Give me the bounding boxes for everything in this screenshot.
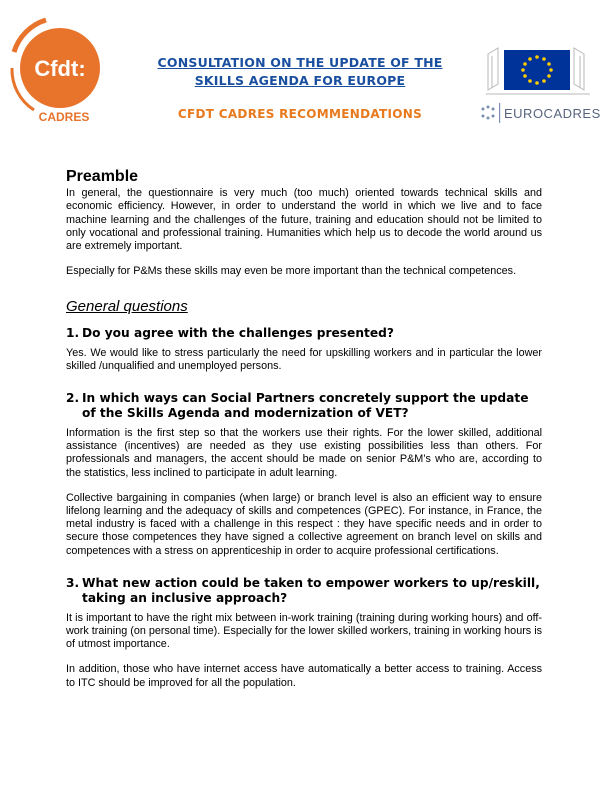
question-1-heading: 1. Do you agree with the challenges presented? (66, 325, 394, 340)
general-questions-heading: General questions (66, 298, 188, 316)
svg-text:Cfdt:: Cfdt: (34, 56, 86, 81)
european-commission-logo (484, 40, 592, 98)
question-3-heading: 3. What new action could be taken to empower workers to up/reskill, taking an inclusive approach? (66, 575, 540, 605)
question-2-answer: Collective bargaining in companies (when large) or branch level is also an efficient way to ensure lifelong learning and the adequacy of skills and competences (GPEC). For instance, in France, the metal industry is faced with a challenge in this respect : they have specific needs and in order to secure those competences they have signed a collective agreement on branch level on skills and competences with a stress on apprenticeship in order to acquire professional certifications. (66, 491, 542, 557)
question-3-answer: In addition, those who have internet access have automatically a better access to training. Access to ITC should be improved for all the population. (66, 663, 542, 689)
preamble-paragraph: Especially for P&Ms these skills may even be more important than the technical competences. (66, 265, 517, 278)
question-2-heading: 2. In which ways can Social Partners concretely support the update of the Skills Agenda and modernization of VET? (66, 391, 529, 421)
question-1-answer: Yes. We would like to stress particularly the need for upskilling workers and in particular the lower skilled /unqualified and unemployed persons. (66, 346, 542, 372)
document-title: CONSULTATION ON THE UPDATE OF THE SKILLS AGENDA FOR EUROPE (157, 55, 443, 88)
preamble-heading: Preamble (66, 168, 139, 185)
question-3-answer: It is important to have the right mix between in-work training (training during working hours) and off-work training (on personal time). Especially for the lower skilled workers, training in working hours is of utmost importance. (66, 611, 542, 651)
document-body (66, 166, 542, 702)
document-subtitle: CFDT CADRES RECOMMENDATIONS (177, 107, 423, 121)
eurocadres-logo (477, 100, 602, 126)
preamble-paragraph: In general, the questionnaire is very much (too much) oriented towards technical skills and economic efficiency. However, in order to understand the world in which we live and to face machine learning and the challenges of the future, training and education should not be limited to only vocational and professional training. Humanities which help us to decode the world around us are extremely important. (66, 187, 542, 253)
cfdt-cadres-logo (6, 12, 110, 124)
svg-text:EUROCADRES: EUROCADRES (504, 106, 601, 121)
svg-text:CADRES: CADRES (38, 110, 90, 124)
question-2-answer: Information is the first step so that the workers use their rights. For the lower skilled, additional assistance (incentives) are needed as they use existing possibilities less than others. For professionals and managers, the accent should be made on senior P&M’s who are, according to the statistics, less inclined to participate in adult learning. (66, 427, 542, 479)
